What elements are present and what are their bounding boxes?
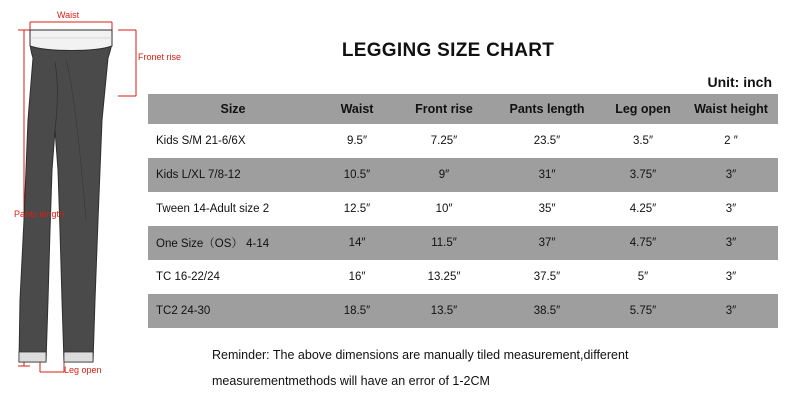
column-header-front-rise: Front rise xyxy=(396,94,492,124)
cell-size: Tween 14-Adult size 2 xyxy=(148,192,318,226)
cell-waist: 10.5″ xyxy=(318,158,396,192)
cell-size: Kids L/XL 7/8-12 xyxy=(148,158,318,192)
cell-front-rise: 13.5″ xyxy=(396,294,492,328)
cell-front-rise: 13.25″ xyxy=(396,260,492,294)
annotation-waist: Waist xyxy=(57,10,80,20)
cell-waist-height: 3″ xyxy=(684,158,778,192)
cell-front-rise: 7.25″ xyxy=(396,124,492,158)
cell-leg-open: 3.75″ xyxy=(602,158,684,192)
cell-pants-length: 35″ xyxy=(492,192,602,226)
reminder-line-2: measurementmethods will have an error of 1-2CM xyxy=(212,374,490,388)
cell-pants-length: 23.5″ xyxy=(492,124,602,158)
column-header-pants-length: Pants length xyxy=(492,94,602,124)
column-header-waist-height: Waist height xyxy=(684,94,778,124)
table-row xyxy=(148,192,778,226)
cell-pants-length: 37.5″ xyxy=(492,260,602,294)
cell-pants-length: 37″ xyxy=(492,226,602,260)
cell-leg-open: 3.5″ xyxy=(602,124,684,158)
cell-waist-height: 3″ xyxy=(684,226,778,260)
table-header xyxy=(148,94,778,124)
cell-waist: 16″ xyxy=(318,260,396,294)
cell-size: One Size（OS） 4-14 xyxy=(148,226,318,260)
column-header-waist: Waist xyxy=(318,94,396,124)
annotation-pants-length: Pants length xyxy=(14,209,65,219)
cell-front-rise: 10″ xyxy=(396,192,492,226)
reminder-line-1: Reminder: The above dimensions are manually tiled measurement,different xyxy=(212,348,629,362)
cell-waist: 14″ xyxy=(318,226,396,260)
cell-front-rise: 9″ xyxy=(396,158,492,192)
column-header-size: Size xyxy=(148,94,318,124)
cell-leg-open: 5″ xyxy=(602,260,684,294)
size-table xyxy=(148,94,778,328)
table-row xyxy=(148,294,778,328)
cell-waist-height: 3″ xyxy=(684,192,778,226)
cell-leg-open: 4.75″ xyxy=(602,226,684,260)
cell-waist: 12.5″ xyxy=(318,192,396,226)
unit-label: Unit: inch xyxy=(707,74,772,90)
cell-leg-open: 5.75″ xyxy=(602,294,684,328)
table-row xyxy=(148,226,778,260)
cell-waist-height: 3″ xyxy=(684,294,778,328)
chart-content xyxy=(148,0,790,412)
cell-waist-height: 3″ xyxy=(684,260,778,294)
annotation-leg-open: Leg open xyxy=(64,365,102,375)
cell-pants-length: 31″ xyxy=(492,158,602,192)
legging-diagram-svg xyxy=(0,0,148,412)
reminder-note xyxy=(212,342,752,394)
cell-pants-length: 38.5″ xyxy=(492,294,602,328)
cell-waist: 9.5″ xyxy=(318,124,396,158)
legging-illustration xyxy=(0,0,182,412)
table-row xyxy=(148,124,778,158)
cell-size: TC2 24-30 xyxy=(148,294,318,328)
cell-waist-height: 2 ″ xyxy=(684,124,778,158)
table-row xyxy=(148,260,778,294)
table-header-row xyxy=(148,94,778,124)
cell-size: Kids S/M 21-6/6X xyxy=(148,124,318,158)
page-title: LEGGING SIZE CHART xyxy=(341,40,555,61)
annotation-front-rise: Fronet rise xyxy=(138,52,182,62)
table-row xyxy=(148,158,778,192)
cell-leg-open: 4.25″ xyxy=(602,192,684,226)
table-body xyxy=(148,124,778,328)
column-header-leg-open: Leg open xyxy=(602,94,684,124)
cell-waist: 18.5″ xyxy=(318,294,396,328)
cell-front-rise: 11.5″ xyxy=(396,226,492,260)
cell-size: TC 16-22/24 xyxy=(148,260,318,294)
